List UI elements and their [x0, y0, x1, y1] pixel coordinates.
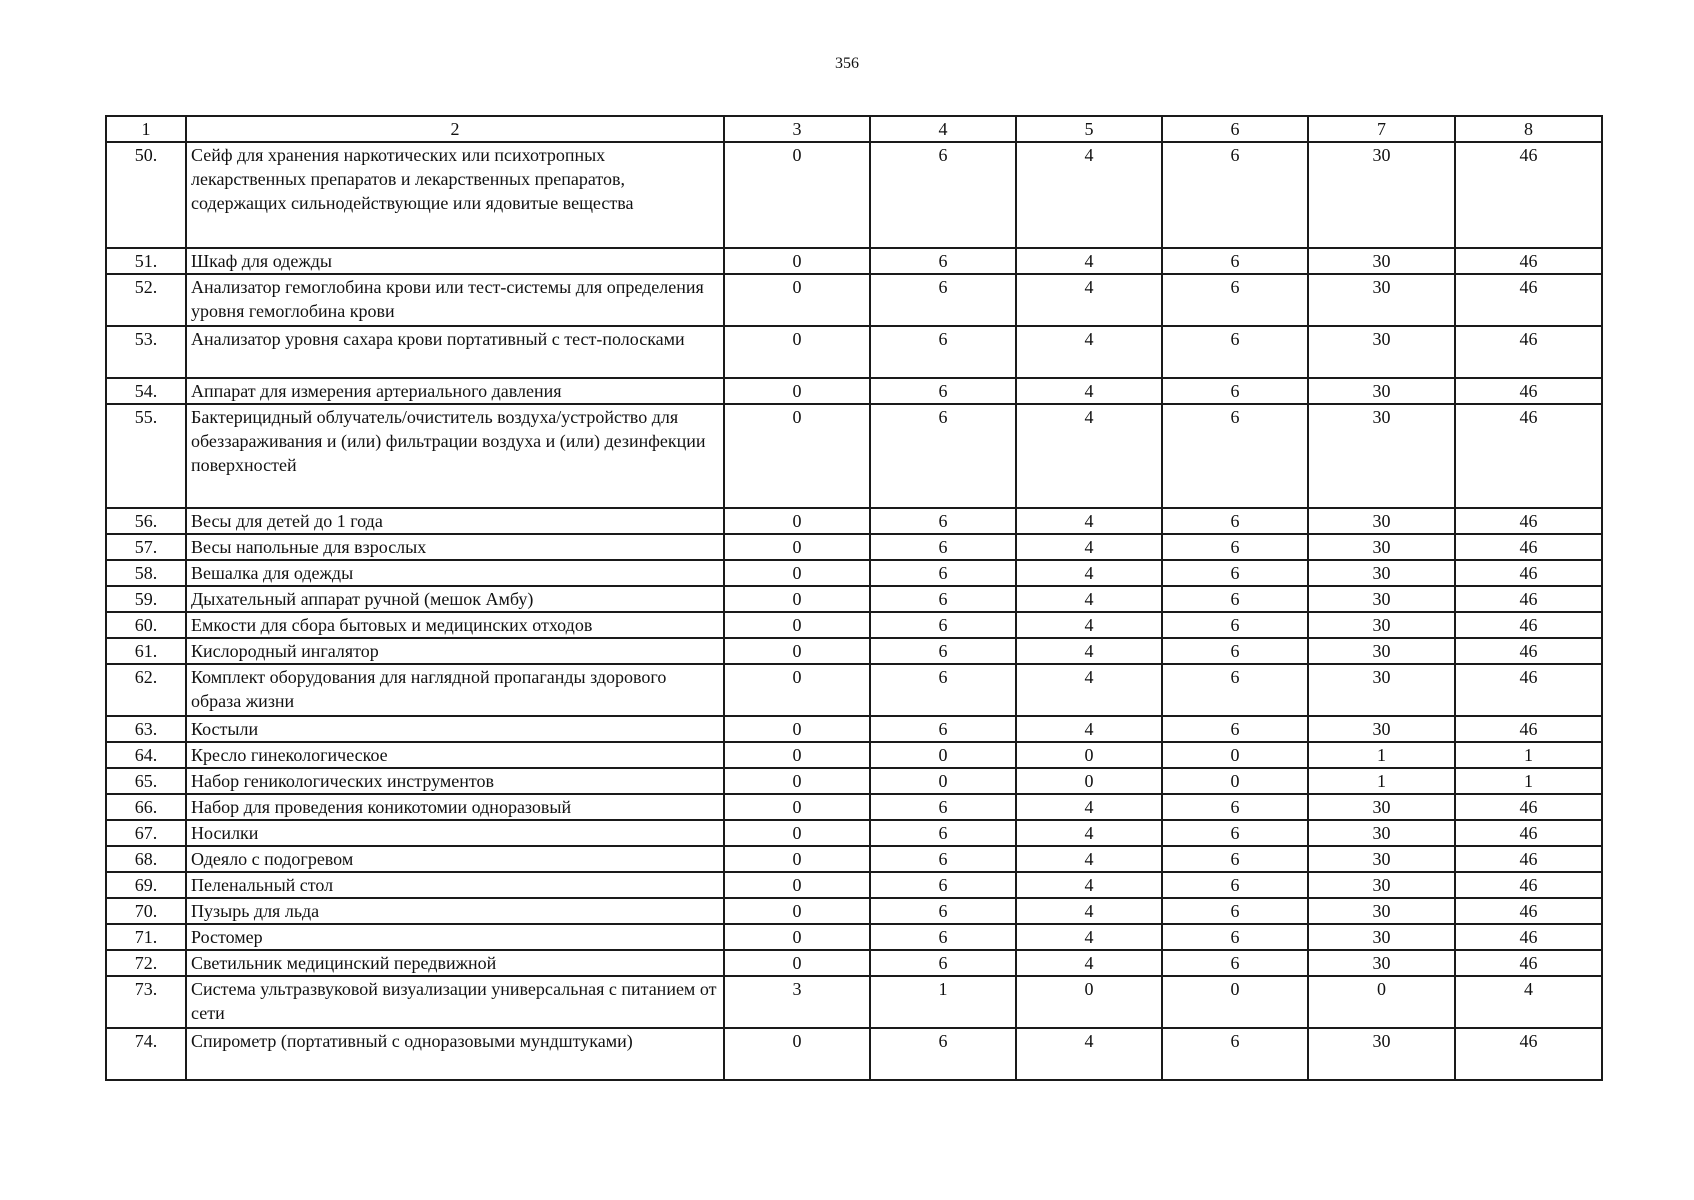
quantity-cell: 46 — [1455, 898, 1602, 924]
quantity-cell: 4 — [1016, 1028, 1162, 1080]
quantity-cell: 46 — [1455, 404, 1602, 508]
quantity-cell: 30 — [1308, 794, 1455, 820]
quantity-cell: 4 — [1016, 274, 1162, 326]
quantity-cell: 0 — [724, 872, 870, 898]
quantity-cell: 4 — [1016, 612, 1162, 638]
table-row — [106, 794, 1602, 820]
quantity-cell: 6 — [870, 950, 1016, 976]
equipment-name-cell: Бактерицидный облучатель/очиститель воздуха/устройство для обеззараживания и (или) фильтрации воздуха и (или) дезинфекции поверхностей — [186, 404, 724, 508]
quantity-cell: 6 — [1162, 898, 1308, 924]
quantity-cell: 6 — [870, 664, 1016, 716]
quantity-cell: 4 — [1016, 950, 1162, 976]
quantity-cell: 4 — [1016, 326, 1162, 378]
quantity-cell: 46 — [1455, 820, 1602, 846]
quantity-cell: 46 — [1455, 638, 1602, 664]
quantity-cell: 30 — [1308, 508, 1455, 534]
quantity-cell: 6 — [1162, 326, 1308, 378]
table-row — [106, 560, 1602, 586]
row-number-cell: 53. — [106, 326, 186, 378]
equipment-name-cell: Весы напольные для взрослых — [186, 534, 724, 560]
table-row — [106, 378, 1602, 404]
quantity-cell: 0 — [724, 664, 870, 716]
header-cell: 8 — [1455, 116, 1602, 142]
equipment-name-cell: Система ультразвуковой визуализации универсальная с питанием от сети — [186, 976, 724, 1028]
table-row — [106, 950, 1602, 976]
quantity-cell: 30 — [1308, 560, 1455, 586]
row-number-cell: 68. — [106, 846, 186, 872]
table-row — [106, 924, 1602, 950]
quantity-cell: 6 — [870, 326, 1016, 378]
row-number-cell: 59. — [106, 586, 186, 612]
equipment-name-cell: Аппарат для измерения артериального давления — [186, 378, 724, 404]
page-number: 356 — [835, 55, 859, 72]
quantity-cell: 4 — [1016, 924, 1162, 950]
quantity-cell: 4 — [1016, 508, 1162, 534]
quantity-cell: 0 — [724, 898, 870, 924]
quantity-cell: 46 — [1455, 248, 1602, 274]
row-number-cell: 71. — [106, 924, 186, 950]
quantity-cell: 0 — [724, 638, 870, 664]
quantity-cell: 6 — [1162, 248, 1308, 274]
quantity-cell: 6 — [1162, 612, 1308, 638]
quantity-cell: 4 — [1016, 820, 1162, 846]
equipment-name-cell: Спирометр (портативный с одноразовыми мундштуками) — [186, 1028, 724, 1080]
quantity-cell: 0 — [1016, 768, 1162, 794]
equipment-name-cell: Набор для проведения коникотомии одноразовый — [186, 794, 724, 820]
quantity-cell: 46 — [1455, 716, 1602, 742]
quantity-cell: 0 — [724, 142, 870, 248]
table-row — [106, 820, 1602, 846]
quantity-cell: 30 — [1308, 924, 1455, 950]
quantity-cell: 1 — [1455, 768, 1602, 794]
quantity-cell: 4 — [1016, 378, 1162, 404]
quantity-cell: 0 — [724, 534, 870, 560]
table-row — [106, 508, 1602, 534]
equipment-name-cell: Пузырь для льда — [186, 898, 724, 924]
quantity-cell: 6 — [870, 1028, 1016, 1080]
table-row — [106, 534, 1602, 560]
table-row — [106, 846, 1602, 872]
quantity-cell: 6 — [1162, 846, 1308, 872]
row-number-cell: 61. — [106, 638, 186, 664]
row-number-cell: 72. — [106, 950, 186, 976]
quantity-cell: 30 — [1308, 274, 1455, 326]
table-row — [106, 768, 1602, 794]
quantity-cell: 4 — [1016, 846, 1162, 872]
quantity-cell: 6 — [1162, 924, 1308, 950]
quantity-cell: 6 — [870, 638, 1016, 664]
quantity-cell: 6 — [870, 248, 1016, 274]
row-number-cell: 70. — [106, 898, 186, 924]
quantity-cell: 6 — [1162, 794, 1308, 820]
quantity-cell: 6 — [870, 508, 1016, 534]
row-number-cell: 55. — [106, 404, 186, 508]
quantity-cell: 30 — [1308, 248, 1455, 274]
quantity-cell: 4 — [1455, 976, 1602, 1028]
row-number-cell: 66. — [106, 794, 186, 820]
quantity-cell: 30 — [1308, 142, 1455, 248]
quantity-cell: 6 — [870, 820, 1016, 846]
quantity-cell: 0 — [1016, 742, 1162, 768]
quantity-cell: 46 — [1455, 950, 1602, 976]
table-row — [106, 976, 1602, 1028]
quantity-cell: 46 — [1455, 274, 1602, 326]
equipment-name-cell: Емкости для сбора бытовых и медицинских отходов — [186, 612, 724, 638]
quantity-cell: 1 — [1308, 742, 1455, 768]
quantity-cell: 46 — [1455, 586, 1602, 612]
quantity-cell: 0 — [870, 768, 1016, 794]
quantity-cell: 0 — [724, 586, 870, 612]
row-number-cell: 50. — [106, 142, 186, 248]
quantity-cell: 6 — [1162, 508, 1308, 534]
quantity-cell: 4 — [1016, 534, 1162, 560]
table-row — [106, 248, 1602, 274]
quantity-cell: 0 — [724, 612, 870, 638]
quantity-cell: 1 — [870, 976, 1016, 1028]
row-number-cell: 73. — [106, 976, 186, 1028]
quantity-cell: 0 — [724, 742, 870, 768]
equipment-name-cell: Пеленальный стол — [186, 872, 724, 898]
quantity-cell: 4 — [1016, 142, 1162, 248]
row-number-cell: 51. — [106, 248, 186, 274]
quantity-cell: 0 — [724, 950, 870, 976]
quantity-cell: 6 — [870, 924, 1016, 950]
quantity-cell: 6 — [870, 274, 1016, 326]
table-body — [106, 116, 1602, 1080]
equipment-name-cell: Ростомер — [186, 924, 724, 950]
equipment-name-cell: Светильник медицинский передвижной — [186, 950, 724, 976]
quantity-cell: 30 — [1308, 1028, 1455, 1080]
equipment-name-cell: Кислородный ингалятор — [186, 638, 724, 664]
quantity-cell: 0 — [1162, 742, 1308, 768]
quantity-cell: 6 — [870, 612, 1016, 638]
quantity-cell: 30 — [1308, 404, 1455, 508]
quantity-cell: 30 — [1308, 664, 1455, 716]
quantity-cell: 46 — [1455, 142, 1602, 248]
quantity-cell: 6 — [1162, 560, 1308, 586]
quantity-cell: 6 — [870, 404, 1016, 508]
equipment-name-cell: Набор геникологических инструментов — [186, 768, 724, 794]
quantity-cell: 6 — [1162, 142, 1308, 248]
header-cell: 2 — [186, 116, 724, 142]
table-row — [106, 404, 1602, 508]
quantity-cell: 6 — [870, 560, 1016, 586]
equipment-name-cell: Вешалка для одежды — [186, 560, 724, 586]
quantity-cell: 0 — [724, 794, 870, 820]
quantity-cell: 4 — [1016, 898, 1162, 924]
quantity-cell: 4 — [1016, 664, 1162, 716]
quantity-cell: 6 — [1162, 586, 1308, 612]
row-number-cell: 57. — [106, 534, 186, 560]
quantity-cell: 4 — [1016, 404, 1162, 508]
equipment-table — [105, 115, 1603, 1081]
quantity-cell: 6 — [1162, 1028, 1308, 1080]
equipment-name-cell: Анализатор гемоглобина крови или тест-системы для определения уровня гемоглобина крови — [186, 274, 724, 326]
quantity-cell: 6 — [870, 716, 1016, 742]
quantity-cell: 6 — [870, 378, 1016, 404]
quantity-cell: 30 — [1308, 378, 1455, 404]
quantity-cell: 0 — [724, 820, 870, 846]
row-number-cell: 60. — [106, 612, 186, 638]
quantity-cell: 6 — [1162, 664, 1308, 716]
quantity-cell: 0 — [724, 248, 870, 274]
row-number-cell: 67. — [106, 820, 186, 846]
quantity-cell: 46 — [1455, 794, 1602, 820]
quantity-cell: 0 — [724, 716, 870, 742]
quantity-cell: 4 — [1016, 872, 1162, 898]
quantity-cell: 1 — [1455, 742, 1602, 768]
header-cell: 3 — [724, 116, 870, 142]
quantity-cell: 6 — [870, 534, 1016, 560]
quantity-cell: 3 — [724, 976, 870, 1028]
quantity-cell: 0 — [724, 326, 870, 378]
quantity-cell: 6 — [1162, 378, 1308, 404]
quantity-cell: 46 — [1455, 872, 1602, 898]
quantity-cell: 0 — [724, 768, 870, 794]
table-row — [106, 612, 1602, 638]
equipment-name-cell: Костыли — [186, 716, 724, 742]
table-row — [106, 638, 1602, 664]
header-row — [106, 116, 1602, 142]
quantity-cell: 6 — [1162, 820, 1308, 846]
quantity-cell: 4 — [1016, 794, 1162, 820]
quantity-cell: 6 — [870, 898, 1016, 924]
quantity-cell: 0 — [724, 274, 870, 326]
quantity-cell: 0 — [870, 742, 1016, 768]
quantity-cell: 0 — [724, 1028, 870, 1080]
quantity-cell: 0 — [724, 846, 870, 872]
quantity-cell: 30 — [1308, 638, 1455, 664]
row-number-cell: 64. — [106, 742, 186, 768]
quantity-cell: 6 — [870, 142, 1016, 248]
table-row — [106, 326, 1602, 378]
header-cell: 7 — [1308, 116, 1455, 142]
quantity-cell: 30 — [1308, 950, 1455, 976]
row-number-cell: 74. — [106, 1028, 186, 1080]
table-row — [106, 872, 1602, 898]
quantity-cell: 4 — [1016, 248, 1162, 274]
quantity-cell: 30 — [1308, 898, 1455, 924]
equipment-name-cell: Шкаф для одежды — [186, 248, 724, 274]
quantity-cell: 30 — [1308, 612, 1455, 638]
quantity-cell: 46 — [1455, 378, 1602, 404]
quantity-cell: 6 — [1162, 534, 1308, 560]
quantity-cell: 46 — [1455, 1028, 1602, 1080]
quantity-cell: 0 — [724, 560, 870, 586]
quantity-cell: 6 — [1162, 872, 1308, 898]
quantity-cell: 6 — [870, 794, 1016, 820]
table-row — [106, 716, 1602, 742]
table-row — [106, 586, 1602, 612]
row-number-cell: 62. — [106, 664, 186, 716]
equipment-name-cell: Сейф для хранения наркотических или психотропных лекарственных препаратов и лекарственных препаратов, содержащих сильнодействующие или ядовитые вещества — [186, 142, 724, 248]
table-row — [106, 898, 1602, 924]
quantity-cell: 0 — [1308, 976, 1455, 1028]
row-number-cell: 63. — [106, 716, 186, 742]
equipment-name-cell: Носилки — [186, 820, 724, 846]
quantity-cell: 30 — [1308, 872, 1455, 898]
equipment-name-cell: Комплект оборудования для наглядной пропаганды здорового образа жизни — [186, 664, 724, 716]
quantity-cell: 0 — [1016, 976, 1162, 1028]
quantity-cell: 0 — [724, 404, 870, 508]
quantity-cell: 30 — [1308, 820, 1455, 846]
row-number-cell: 69. — [106, 872, 186, 898]
quantity-cell: 30 — [1308, 716, 1455, 742]
row-number-cell: 54. — [106, 378, 186, 404]
table-row — [106, 142, 1602, 248]
quantity-cell: 6 — [1162, 404, 1308, 508]
quantity-cell: 46 — [1455, 534, 1602, 560]
quantity-cell: 1 — [1308, 768, 1455, 794]
quantity-cell: 4 — [1016, 716, 1162, 742]
quantity-cell: 30 — [1308, 586, 1455, 612]
header-cell: 1 — [106, 116, 186, 142]
row-number-cell: 58. — [106, 560, 186, 586]
quantity-cell: 6 — [1162, 716, 1308, 742]
row-number-cell: 52. — [106, 274, 186, 326]
quantity-cell: 6 — [870, 846, 1016, 872]
quantity-cell: 30 — [1308, 534, 1455, 560]
header-cell: 5 — [1016, 116, 1162, 142]
table-row — [106, 742, 1602, 768]
quantity-cell: 4 — [1016, 560, 1162, 586]
quantity-cell: 46 — [1455, 560, 1602, 586]
table-row — [106, 664, 1602, 716]
row-number-cell: 56. — [106, 508, 186, 534]
quantity-cell: 6 — [1162, 638, 1308, 664]
equipment-name-cell: Дыхательный аппарат ручной (мешок Амбу) — [186, 586, 724, 612]
quantity-cell: 6 — [1162, 950, 1308, 976]
quantity-cell: 46 — [1455, 664, 1602, 716]
table-row — [106, 1028, 1602, 1080]
header-cell: 6 — [1162, 116, 1308, 142]
quantity-cell: 46 — [1455, 612, 1602, 638]
quantity-cell: 0 — [1162, 768, 1308, 794]
quantity-cell: 0 — [724, 508, 870, 534]
quantity-cell: 46 — [1455, 326, 1602, 378]
quantity-cell: 0 — [1162, 976, 1308, 1028]
equipment-name-cell: Анализатор уровня сахара крови портативный с тест-полосками — [186, 326, 724, 378]
row-number-cell: 65. — [106, 768, 186, 794]
quantity-cell: 4 — [1016, 638, 1162, 664]
equipment-name-cell: Весы для детей до 1 года — [186, 508, 724, 534]
quantity-cell: 6 — [870, 586, 1016, 612]
quantity-cell: 46 — [1455, 846, 1602, 872]
quantity-cell: 30 — [1308, 846, 1455, 872]
quantity-cell: 46 — [1455, 924, 1602, 950]
quantity-cell: 46 — [1455, 508, 1602, 534]
quantity-cell: 6 — [1162, 274, 1308, 326]
equipment-name-cell: Кресло гинекологическое — [186, 742, 724, 768]
quantity-cell: 6 — [870, 872, 1016, 898]
quantity-cell: 0 — [724, 378, 870, 404]
table-row — [106, 274, 1602, 326]
quantity-cell: 30 — [1308, 326, 1455, 378]
header-cell: 4 — [870, 116, 1016, 142]
equipment-name-cell: Одеяло с подогревом — [186, 846, 724, 872]
quantity-cell: 4 — [1016, 586, 1162, 612]
quantity-cell: 0 — [724, 924, 870, 950]
